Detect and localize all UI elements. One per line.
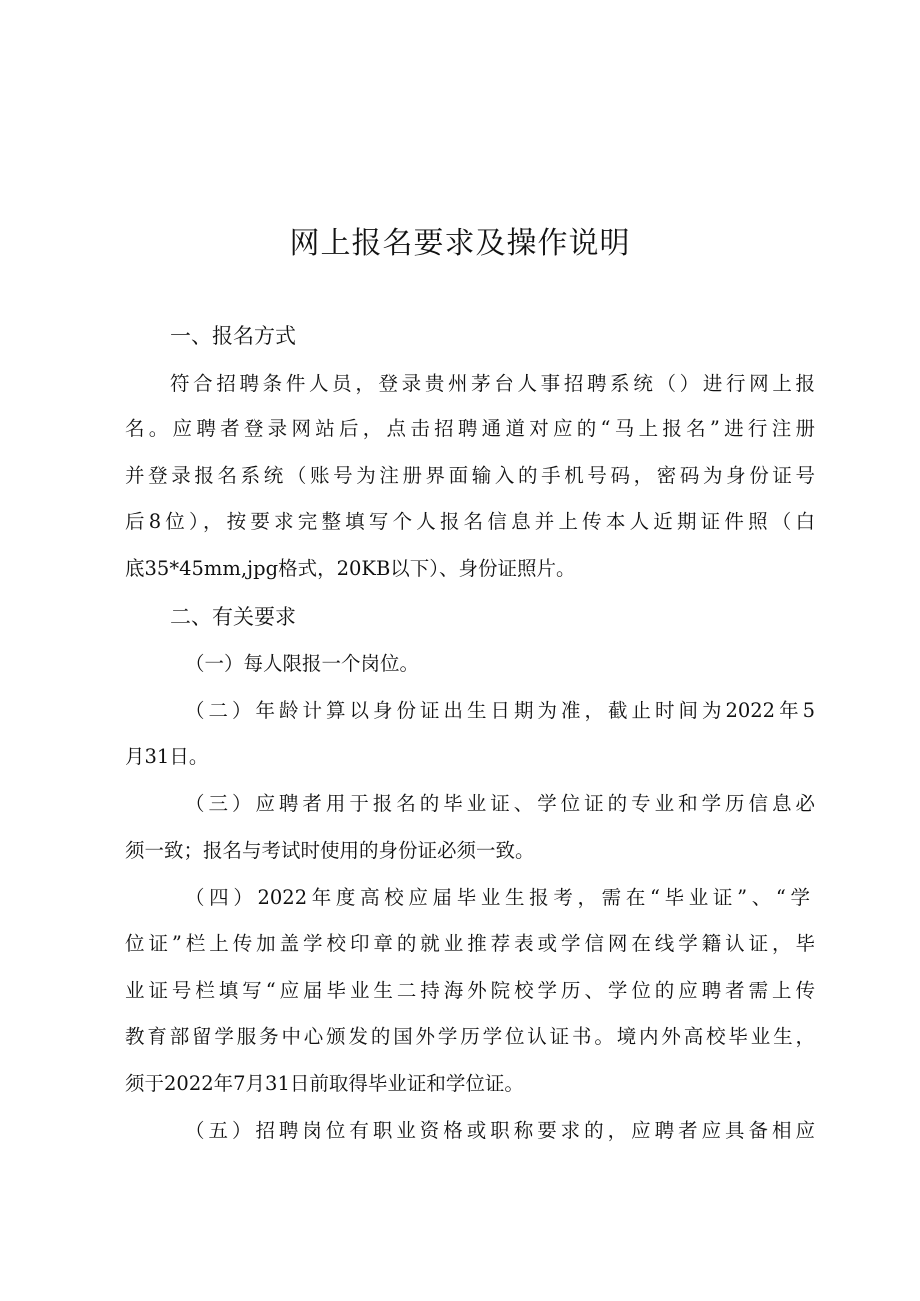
paragraph-line: 后8位），按要求完整填写个人报名信息并上传本人近期证件照（白 (125, 510, 815, 533)
section-heading-requirements: 二、有关要求 (170, 605, 296, 629)
paragraph-line: 底35*45mm,jpg格式，20KB以下）、身份证照片。 (125, 557, 576, 580)
requirement-item-4-cont: 业证号栏填写“应届毕业生二持海外院校学历、学位的应聘者需上传 (125, 979, 815, 1002)
section-heading-registration-method: 一、报名方式 (170, 324, 296, 348)
requirement-item-2-cont: 月31日。 (125, 745, 209, 768)
requirement-item-3-cont: 须一致；报名与考试时使用的身份证必须一致。 (125, 839, 535, 862)
requirement-item-5: （五）招聘岗位有职业资格或职称要求的，应聘者应具备相应 (185, 1119, 815, 1142)
paragraph-line: 名。应聘者登录网站后，点击招聘通道对应的“马上报名”进行注册 (125, 417, 815, 440)
requirement-item-3: （三）应聘者用于报名的毕业证、学位证的专业和学历信息必 (185, 792, 815, 815)
paragraph-line: 并登录报名系统（账号为注册界面输入的手机号码，密码为身份证号 (125, 464, 815, 487)
requirement-item-4-cont: 须于2022年7月31日前取得毕业证和学位证。 (125, 1072, 524, 1095)
requirement-item-4-cont: 位证”栏上传加盖学校印章的就业推荐表或学信网在线学籍认证，毕 (125, 932, 815, 955)
page-title: 网上报名要求及操作说明 (289, 226, 631, 261)
paragraph-line: 符合招聘条件人员，登录贵州茅台人事招聘系统（）进行网上报 (170, 372, 815, 395)
requirement-item-4: （四）2022年度高校应届毕业生报考，需在“毕业证”、“学 (185, 886, 810, 909)
requirement-item-2: （二）年龄计算以身份证出生日期为准，截止时间为2022年5 (185, 699, 815, 722)
requirement-item-1: （一）每人限报一个岗位。 (185, 652, 420, 675)
requirement-item-4-cont: 教育部留学服务中心颁发的国外学历学位认证书。境内外高校毕业生， (125, 1025, 815, 1048)
